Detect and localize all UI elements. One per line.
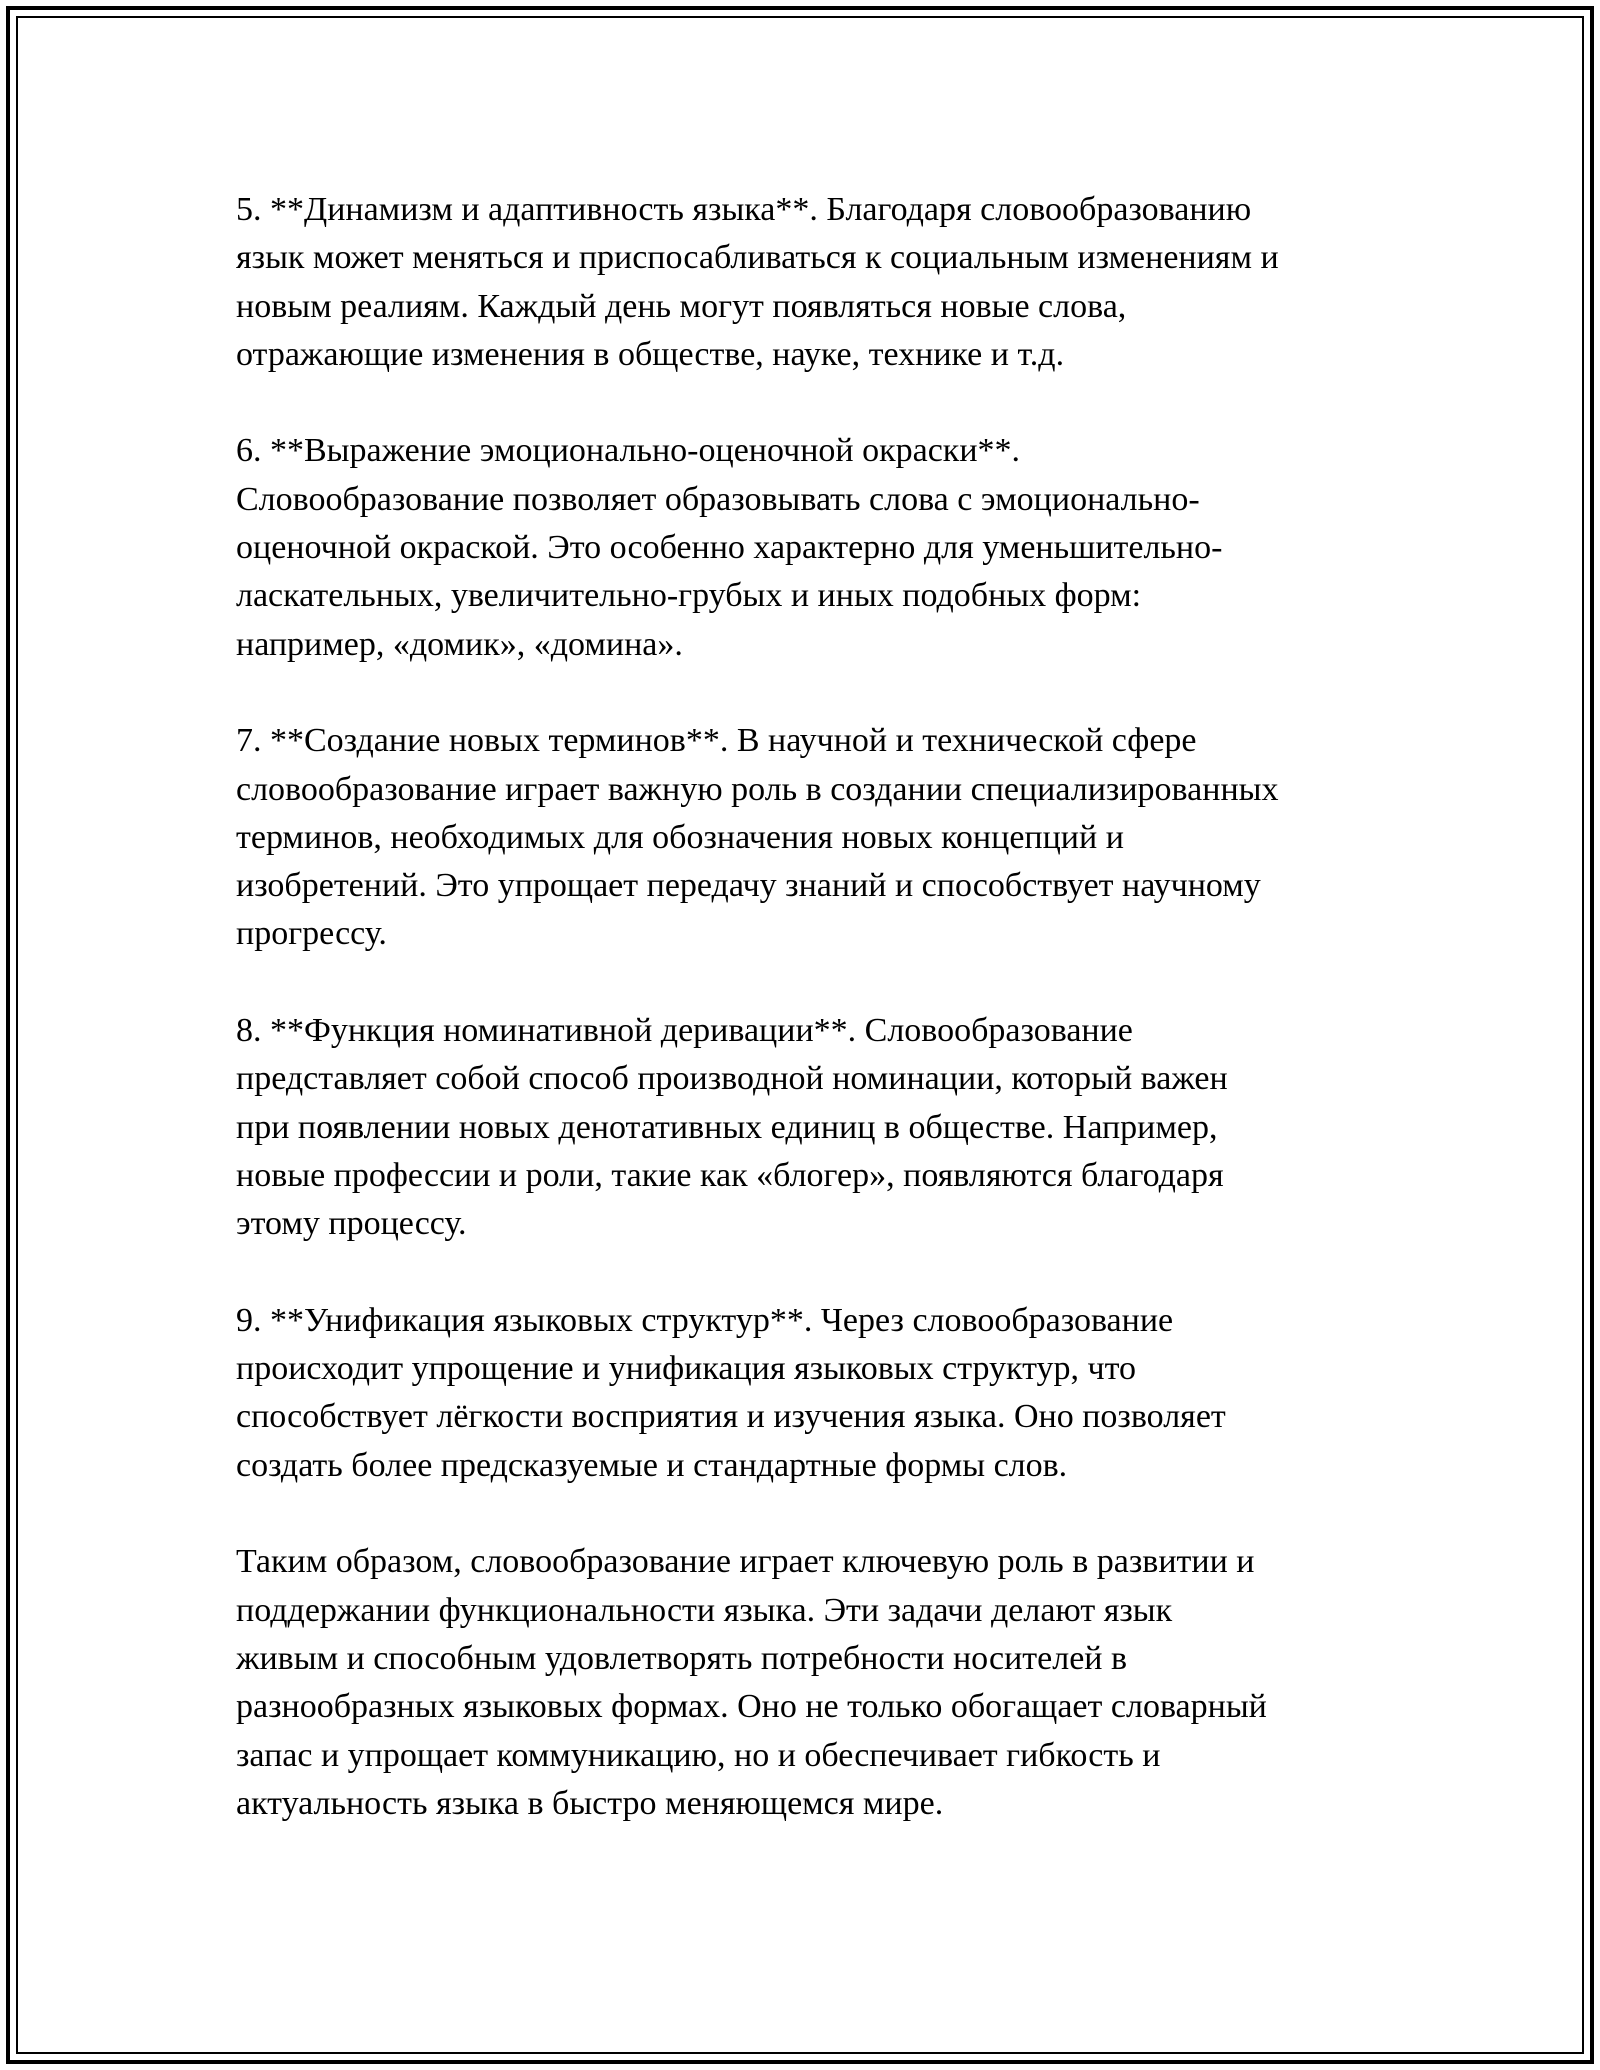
paragraph-conclusion	[236, 1538, 1386, 1828]
text-line: происходит упрощение и унификация языковых структур, что	[236, 1350, 1137, 1388]
text-line: актуальность языка в быстро меняющемся мире.	[236, 1784, 944, 1822]
text-line: Таким образом, словообразование играет ключевую роль в развитии и	[236, 1543, 1255, 1581]
text-line: живым и способным удовлетворять потребности носителей в	[236, 1639, 1128, 1677]
text-line: 5. **Динамизм и адаптивность языка**. Благодаря словообразованию	[236, 191, 1252, 228]
paragraph-item-5	[236, 186, 1386, 379]
paragraph-item-6	[236, 427, 1386, 668]
text-line: например, «домик», «домина».	[236, 625, 683, 663]
text-line: ласкательных, увеличительно-грубых и иных подобных форм:	[236, 577, 1142, 615]
text-line: 8. **Функция номинативной деривации**. Словообразование	[236, 1012, 1133, 1050]
text-line: прогрессу.	[236, 915, 387, 953]
paragraph-item-8	[236, 1007, 1386, 1248]
text-line: новые профессии и роли, такие как «блогер», появляются благодаря	[236, 1156, 1224, 1194]
text-line: терминов, необходимых для обозначения новых концепций и	[236, 818, 1124, 856]
paragraph-item-9	[236, 1297, 1386, 1490]
text-line: запас и упрощает коммуникацию, но и обеспечивает гибкость и	[236, 1736, 1161, 1774]
text-line: язык может меняться и приспосабливаться к социальным изменениям и	[236, 239, 1279, 277]
document-body	[236, 186, 1386, 1828]
text-line: при появлении новых денотативных единиц в обществе. Например,	[236, 1108, 1218, 1146]
text-line: 6. **Выражение эмоционально-оценочной окраски**.	[236, 432, 1021, 470]
text-line: разнообразных языковых формах. Оно не только обогащает словарный	[236, 1688, 1267, 1726]
text-line: поддержании функциональности языка. Эти задачи делают язык	[236, 1591, 1173, 1629]
text-line: способствует лёгкости восприятия и изучения языка. Оно позволяет	[236, 1398, 1226, 1436]
paragraph-item-7	[236, 717, 1386, 958]
text-line: представляет собой способ производной номинации, который важен	[236, 1060, 1228, 1098]
text-line: 7. **Создание новых терминов**. В научной и технической сфере	[236, 722, 1197, 760]
text-line: оценочной окраской. Это особенно характерно для уменьшительно-	[236, 529, 1223, 567]
text-line: создать более предсказуемые и стандартные формы слов.	[236, 1446, 1068, 1484]
text-line: 9. **Унификация языковых структур**. Через словообразование	[236, 1301, 1174, 1339]
text-line: отражающие изменения в обществе, науке, технике и т.д.	[236, 335, 1065, 373]
text-line: этому процессу.	[236, 1205, 467, 1243]
text-line: Словообразование позволяет образовывать слова с эмоционально-	[236, 480, 1200, 518]
text-line: новым реалиям. Каждый день могут появляться новые слова,	[236, 287, 1127, 325]
text-line: словообразование играет важную роль в создании специализированных	[236, 770, 1279, 808]
text-line: изобретений. Это упрощает передачу знаний и способствует научному	[236, 867, 1261, 905]
